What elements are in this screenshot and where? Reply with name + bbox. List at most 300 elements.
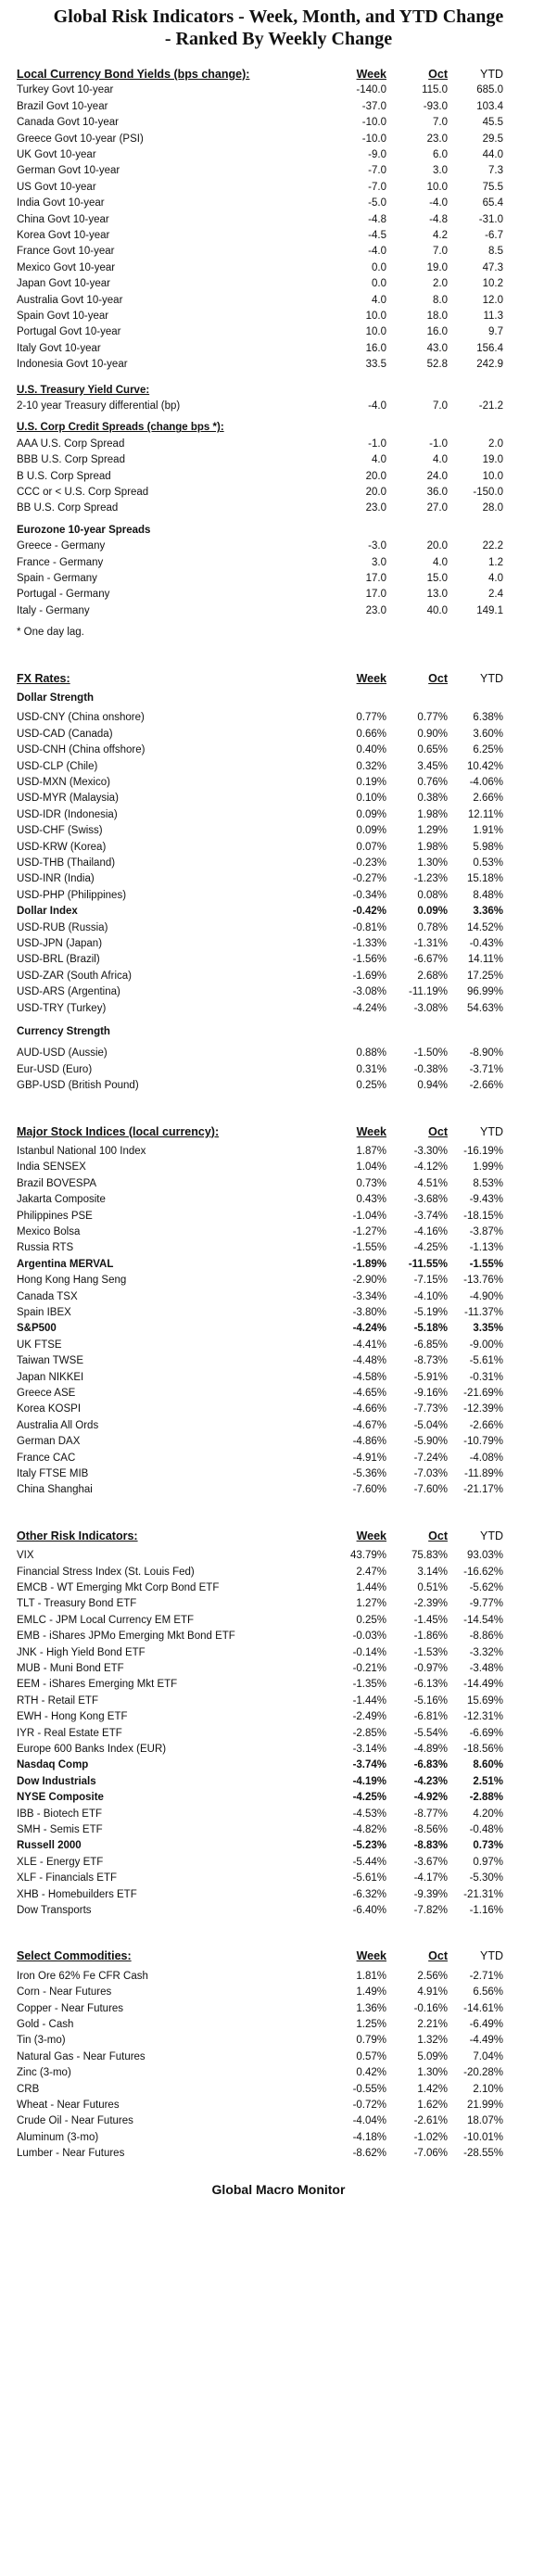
indicator-row xyxy=(17,1240,536,1256)
ytd-change: -11.89% xyxy=(464,1468,503,1479)
ytd-change: 10.42% xyxy=(466,760,503,772)
week-change: 10.0 xyxy=(365,311,386,322)
oct-change: 16.0 xyxy=(426,326,448,338)
oct-change: -4.92% xyxy=(413,1792,448,1804)
indicator-row xyxy=(17,759,536,775)
indicator-row xyxy=(17,163,536,179)
indicator-row xyxy=(17,2017,536,2033)
ytd-change: 5.98% xyxy=(473,841,503,853)
indicator-label: Japan NIKKEI xyxy=(17,1371,84,1383)
oct-change: 24.0 xyxy=(426,470,448,482)
footer-brand: Global Macro Monitor xyxy=(211,2181,346,2197)
week-change: 0.09% xyxy=(356,825,386,837)
indicator-row xyxy=(17,920,536,936)
ytd-change: 12.11% xyxy=(467,808,503,820)
ytd-change: -9.77% xyxy=(469,1598,503,1610)
ytd-change: 14.52% xyxy=(466,921,503,933)
indicator-label: USD-ZAR (South Africa) xyxy=(17,970,132,982)
ytd-change: 15.69% xyxy=(466,1694,503,1707)
oct-change: -4.0 xyxy=(429,197,448,209)
ytd-change: -3.32% xyxy=(469,1646,503,1658)
oct-change: 3.14% xyxy=(417,1566,448,1578)
indicator-label: Iron Ore 62% Fe CFR Cash xyxy=(17,1970,148,1982)
ytd-change: 54.63% xyxy=(466,1002,503,1014)
week-change: -6.32% xyxy=(352,1888,386,1900)
indicator-label: Istanbul National 100 Index xyxy=(17,1146,146,1157)
indicator-label: USD-IDR (Indonesia) xyxy=(17,808,118,820)
column-header-week: Week xyxy=(356,671,386,685)
ytd-change: -1.13% xyxy=(469,1242,503,1254)
indicator-row xyxy=(17,1192,536,1208)
indicator-label: RTH - Retail ETF xyxy=(17,1694,98,1707)
indicator-label: Tin (3-mo) xyxy=(17,2035,66,2047)
week-change: -4.65% xyxy=(352,1388,386,1399)
indicator-row xyxy=(17,1225,536,1240)
indicator-row xyxy=(17,1305,536,1321)
indicator-row xyxy=(17,1176,536,1192)
indicator-label: Greece - Germany xyxy=(17,540,106,552)
week-change: 1.81% xyxy=(356,1970,386,1982)
ytd-change: -6.7 xyxy=(485,230,503,241)
indicator-label: USD-TRY (Turkey) xyxy=(17,1002,107,1014)
oct-change: 36.0 xyxy=(426,487,448,498)
indicator-label: Canada TSX xyxy=(17,1290,78,1302)
oct-change: 10.0 xyxy=(426,181,448,193)
indicator-row xyxy=(17,807,536,823)
week-change: 0.42% xyxy=(356,2067,386,2079)
ytd-change: 14.11% xyxy=(467,954,503,966)
indicator-row xyxy=(17,1418,536,1434)
indicator-row xyxy=(17,1321,536,1337)
column-header-oct: Oct xyxy=(428,1529,448,1542)
indicator-row xyxy=(17,1629,536,1644)
indicator-row xyxy=(17,180,536,196)
ytd-change: -4.06% xyxy=(469,777,503,788)
indicator-label: USD-CHF (Swiss) xyxy=(17,825,103,837)
indicator-row xyxy=(17,1144,536,1160)
ytd-change: -21.17% xyxy=(463,1484,503,1496)
oct-change: -1.50% xyxy=(413,1047,448,1060)
week-change: -4.86% xyxy=(352,1436,386,1448)
indicator-row xyxy=(17,871,536,887)
oct-change: 0.76% xyxy=(417,777,448,788)
week-change: 1.25% xyxy=(356,2019,386,2030)
week-change: 0.0 xyxy=(372,278,386,290)
indicator-row xyxy=(17,2082,536,2098)
indicator-label: Lumber - Near Futures xyxy=(17,2148,125,2160)
indicator-label: India SENSEX xyxy=(17,1161,86,1174)
week-change: -4.04% xyxy=(352,2115,386,2127)
week-change: -0.27% xyxy=(352,873,386,885)
ytd-change: 11.3 xyxy=(483,311,503,322)
ytd-change: 18.07% xyxy=(466,2115,503,2127)
indicator-label: EMB - iShares JPMo Emerging Mkt Bond ETF xyxy=(17,1631,235,1643)
oct-change: 18.0 xyxy=(426,311,448,322)
ytd-change: 685.0 xyxy=(476,84,503,96)
oct-change: -5.19% xyxy=(413,1307,448,1318)
week-change: -8.62% xyxy=(352,2148,386,2160)
week-change: 0.88% xyxy=(356,1047,386,1060)
week-change: -4.25% xyxy=(352,1792,386,1804)
subsection-title xyxy=(17,1024,536,1040)
ytd-change: -21.31% xyxy=(463,1888,503,1900)
week-change: 4.0 xyxy=(372,454,386,466)
indicator-row xyxy=(17,2049,536,2065)
indicator-row xyxy=(17,936,536,952)
week-change: 10.0 xyxy=(365,326,386,338)
oct-change: 0.77% xyxy=(417,712,448,724)
indicator-label: USD-MYR (Malaysia) xyxy=(17,793,119,805)
ytd-change: 149.1 xyxy=(476,604,503,616)
indicator-label: CCC or < U.S. Corp Spread xyxy=(17,487,149,498)
week-change: -7.60% xyxy=(352,1484,386,1496)
oct-change: -11.19% xyxy=(409,986,448,998)
indicator-label: Indonesia Govt 10-year xyxy=(17,359,128,371)
oct-change: 2.68% xyxy=(417,970,448,982)
indicator-label: USD-INR (India) xyxy=(17,873,95,885)
oct-change: 2.21% xyxy=(417,2019,448,2030)
indicator-label: France CAC xyxy=(17,1452,76,1464)
indicator-row xyxy=(17,2001,536,2017)
ytd-change: 2.51% xyxy=(473,1775,503,1787)
indicator-label: USD-PHP (Philippines) xyxy=(17,889,127,901)
ytd-change: -5.30% xyxy=(469,1872,503,1884)
oct-change: -9.39% xyxy=(413,1888,448,1900)
ytd-change: 9.7 xyxy=(488,326,503,338)
ytd-change: 44.0 xyxy=(482,149,503,160)
indicator-row xyxy=(17,2033,536,2049)
indicator-row xyxy=(17,1289,536,1305)
indicator-row xyxy=(17,904,536,920)
subsection-label: U.S. Corp Credit Spreads (change bps *): xyxy=(17,422,224,434)
indicator-row xyxy=(17,1466,536,1482)
ytd-change: 242.9 xyxy=(476,359,503,371)
oct-change: -6.85% xyxy=(413,1339,448,1351)
indicator-label: USD-BRL (Brazil) xyxy=(17,954,100,966)
oct-change: 23.0 xyxy=(426,133,448,145)
oct-change: 75.83% xyxy=(411,1550,448,1562)
week-change: -4.0 xyxy=(368,400,386,412)
column-header-week: Week xyxy=(356,1124,386,1138)
indicator-row xyxy=(17,952,536,968)
indicator-row xyxy=(17,1677,536,1693)
week-change: -0.42% xyxy=(352,906,386,918)
week-change: -1.69% xyxy=(352,970,386,982)
column-header-oct: Oct xyxy=(428,671,448,685)
indicator-label: Greece ASE xyxy=(17,1388,76,1399)
indicator-label: EMLC - JPM Local Currency EM ETF xyxy=(17,1614,195,1626)
column-header-oct: Oct xyxy=(428,1949,448,1963)
ytd-change: -9.43% xyxy=(469,1194,503,1206)
oct-change: 4.0 xyxy=(433,556,448,568)
oct-change: -4.89% xyxy=(413,1744,448,1755)
indicator-label: Russia RTS xyxy=(17,1242,74,1254)
oct-change: -4.8 xyxy=(429,213,448,225)
indicator-label: IYR - Real Estate ETF xyxy=(17,1727,122,1739)
indicator-row xyxy=(17,1887,536,1903)
week-change: 0.07% xyxy=(356,841,386,853)
indicator-row xyxy=(17,324,536,340)
indicator-row xyxy=(17,1871,536,1886)
indicator-label: Brazil Govt 10-year xyxy=(17,100,108,112)
oct-change: -0.38% xyxy=(413,1063,448,1075)
ytd-change: -3.48% xyxy=(469,1663,503,1674)
indicator-label: S&P500 xyxy=(17,1323,57,1335)
week-change: -4.82% xyxy=(352,1824,386,1835)
week-change: -0.14% xyxy=(352,1646,386,1658)
indicator-label: Wheat - Near Futures xyxy=(17,2100,120,2111)
week-change: -1.0 xyxy=(368,438,386,450)
ytd-change: 0.97% xyxy=(473,1856,503,1868)
indicator-row xyxy=(17,1001,536,1017)
section-header xyxy=(17,671,536,687)
ytd-change: 6.38% xyxy=(473,712,503,724)
indicator-label: Portugal - Germany xyxy=(17,589,110,601)
indicator-row xyxy=(17,1353,536,1369)
indicator-row xyxy=(17,969,536,984)
ytd-change: 103.4 xyxy=(476,100,503,112)
oct-change: 27.0 xyxy=(426,502,448,514)
week-change: -10.0 xyxy=(361,133,386,145)
week-change: -4.53% xyxy=(352,1808,386,1820)
indicator-label: Dollar Index xyxy=(17,906,78,918)
section-title: Local Currency Bond Yields (bps change): xyxy=(17,68,250,81)
indicator-row xyxy=(17,1451,536,1466)
indicator-label: XHB - Homebuilders ETF xyxy=(17,1888,137,1900)
indicator-label: Spain Govt 10-year xyxy=(17,311,109,322)
indicator-label: Japan Govt 10-year xyxy=(17,278,111,290)
indicator-row xyxy=(17,1709,536,1725)
oct-change: -0.97% xyxy=(413,1663,448,1674)
week-change: -4.0 xyxy=(368,246,386,258)
oct-change: 0.78% xyxy=(417,921,448,933)
indicator-row xyxy=(17,1386,536,1402)
week-change: -9.0 xyxy=(368,149,386,160)
indicator-label: Financial Stress Index (St. Louis Fed) xyxy=(17,1566,195,1578)
ytd-change: -20.28% xyxy=(463,2067,503,2079)
indicator-row xyxy=(17,555,536,571)
indicator-label: Brazil BOVESPA xyxy=(17,1177,97,1189)
indicator-label: India Govt 10-year xyxy=(17,197,105,209)
oct-change: -3.30% xyxy=(413,1146,448,1157)
week-change: -5.23% xyxy=(352,1840,386,1852)
column-header-ytd: YTD xyxy=(480,1124,503,1138)
oct-change: 1.62% xyxy=(417,2100,448,2111)
week-change: 0.57% xyxy=(356,2050,386,2062)
ytd-change: 45.5 xyxy=(482,117,503,129)
indicator-label: Spain - Germany xyxy=(17,573,97,584)
indicator-label: Canada Govt 10-year xyxy=(17,117,119,129)
indicator-row xyxy=(17,1613,536,1629)
ytd-change: -4.08% xyxy=(469,1452,503,1464)
oct-change: -6.81% xyxy=(413,1711,448,1723)
oct-change: 13.0 xyxy=(426,589,448,601)
oct-change: -3.68% xyxy=(413,1194,448,1206)
ytd-change: 0.53% xyxy=(473,857,503,869)
ytd-change: -0.43% xyxy=(469,938,503,949)
indicator-row xyxy=(17,603,536,619)
ytd-change: 3.35% xyxy=(473,1323,503,1335)
week-change: -37.0 xyxy=(361,100,386,112)
indicator-label: Australia All Ords xyxy=(17,1419,99,1431)
week-change: 0.25% xyxy=(356,1080,386,1092)
week-change: 0.66% xyxy=(356,728,386,740)
oct-change: -8.83% xyxy=(413,1840,448,1852)
ytd-change: -10.01% xyxy=(463,2131,503,2143)
ytd-change: -18.15% xyxy=(463,1210,503,1222)
week-change: -4.19% xyxy=(352,1775,386,1787)
oct-change: 40.0 xyxy=(426,604,448,616)
week-change: 4.0 xyxy=(372,294,386,306)
indicator-row xyxy=(17,244,536,260)
indicator-label: CRB xyxy=(17,2083,40,2095)
oct-change: 0.09% xyxy=(417,906,448,918)
oct-change: -7.24% xyxy=(413,1452,448,1464)
indicator-label: Korea KOSPI xyxy=(17,1403,82,1415)
indicator-row xyxy=(17,1160,536,1175)
indicator-row xyxy=(17,437,536,452)
indicator-row xyxy=(17,1046,536,1061)
subsection-label: Dollar Strength xyxy=(17,692,95,704)
indicator-label: USD-KRW (Korea) xyxy=(17,841,107,853)
oct-change: -6.83% xyxy=(413,1759,448,1771)
week-change: -2.90% xyxy=(352,1275,386,1287)
indicator-row xyxy=(17,823,536,839)
subsection-label: Currency Strength xyxy=(17,1026,110,1037)
oct-change: 0.94% xyxy=(417,1080,448,1092)
indicator-label: US Govt 10-year xyxy=(17,181,96,193)
indicator-label: USD-ARS (Argentina) xyxy=(17,986,120,998)
oct-change: 2.0 xyxy=(433,278,448,290)
week-change: -3.08% xyxy=(352,986,386,998)
indicator-label: Hong Kong Hang Seng xyxy=(17,1275,127,1287)
week-change: -7.0 xyxy=(368,181,386,193)
indicator-row xyxy=(17,1596,536,1612)
indicator-label: Corn - Near Futures xyxy=(17,1986,112,1999)
indicator-label: Eur-USD (Euro) xyxy=(17,1063,93,1075)
indicator-row xyxy=(17,587,536,603)
ytd-change: -9.00% xyxy=(469,1339,503,1351)
oct-change: 1.98% xyxy=(417,841,448,853)
indicator-row xyxy=(17,196,536,211)
section-header xyxy=(17,67,536,82)
indicator-row xyxy=(17,571,536,587)
indicator-label: BBB U.S. Corp Spread xyxy=(17,454,125,466)
week-change: 1.49% xyxy=(356,1986,386,1999)
oct-change: -93.0 xyxy=(423,100,448,112)
oct-change: -11.55% xyxy=(408,1258,448,1270)
week-change: 0.10% xyxy=(356,793,386,805)
oct-change: 115.0 xyxy=(422,84,448,96)
indicator-label: UK Govt 10-year xyxy=(17,149,96,160)
week-change: -3.34% xyxy=(352,1290,386,1302)
indicator-label: Portugal Govt 10-year xyxy=(17,326,121,338)
indicator-label: Taiwan TWSE xyxy=(17,1355,84,1367)
ytd-change: -6.49% xyxy=(469,2019,503,2030)
indicator-row xyxy=(17,710,536,726)
oct-change: -5.91% xyxy=(413,1371,448,1383)
ytd-change: -2.88% xyxy=(469,1792,503,1804)
indicator-label: Aluminum (3-mo) xyxy=(17,2131,99,2143)
indicator-label: USD-MXN (Mexico) xyxy=(17,777,110,788)
week-change: -0.55% xyxy=(352,2083,386,2095)
week-change: 23.0 xyxy=(365,604,386,616)
week-change: -4.18% xyxy=(352,2131,386,2143)
week-change: -1.04% xyxy=(352,1210,386,1222)
week-change: -1.27% xyxy=(352,1226,386,1237)
indicator-row xyxy=(17,82,536,98)
oct-change: -7.60% xyxy=(413,1484,448,1496)
indicator-row xyxy=(17,99,536,115)
oct-change: 52.8 xyxy=(426,359,448,371)
week-change: 1.36% xyxy=(356,2002,386,2014)
indicator-label: NYSE Composite xyxy=(17,1792,104,1804)
week-change: 1.04% xyxy=(356,1161,386,1174)
oct-change: 2.56% xyxy=(417,1970,448,1982)
week-change: 20.0 xyxy=(365,470,386,482)
indicator-label: EMCB - WT Emerging Mkt Corp Bond ETF xyxy=(17,1582,220,1593)
indicator-label: Dow Transports xyxy=(17,1905,92,1916)
oct-change: 3.0 xyxy=(433,165,448,177)
indicator-row xyxy=(17,341,536,357)
ytd-change: -14.49% xyxy=(463,1679,503,1691)
oct-change: -3.67% xyxy=(413,1856,448,1868)
ytd-change: 7.04% xyxy=(473,2050,503,2062)
oct-change: -5.54% xyxy=(413,1727,448,1739)
oct-change: 5.09% xyxy=(417,2050,448,2062)
indicator-row xyxy=(17,1694,536,1709)
column-header-ytd: YTD xyxy=(480,671,503,685)
week-change: 0.77% xyxy=(356,712,386,724)
oct-change: 4.51% xyxy=(417,1177,448,1189)
indicator-label: Turkey Govt 10-year xyxy=(17,84,114,96)
ytd-change: -12.31% xyxy=(463,1711,503,1723)
oct-change: -0.16% xyxy=(413,2002,448,2014)
indicator-label: USD-JPN (Japan) xyxy=(17,938,103,949)
indicator-row xyxy=(17,856,536,871)
indicator-row xyxy=(17,1742,536,1758)
ytd-change: 65.4 xyxy=(482,197,503,209)
ytd-change: -5.62% xyxy=(469,1582,503,1593)
week-change: -3.14% xyxy=(352,1744,386,1755)
indicator-label: Greece Govt 10-year (PSI) xyxy=(17,133,144,145)
column-header-week: Week xyxy=(356,1529,386,1542)
ytd-change: 21.99% xyxy=(466,2100,503,2111)
oct-change: -1.31% xyxy=(413,938,448,949)
oct-change: -5.04% xyxy=(413,1419,448,1431)
oct-change: -6.67% xyxy=(413,954,448,966)
section-title: Other Risk Indicators: xyxy=(17,1529,138,1542)
week-change: 1.27% xyxy=(356,1598,386,1610)
indicator-row xyxy=(17,1645,536,1661)
indicator-row xyxy=(17,1903,536,1919)
ytd-change: 10.0 xyxy=(482,470,503,482)
week-change: -3.74% xyxy=(352,1759,386,1771)
indicator-label: Mexico Govt 10-year xyxy=(17,261,116,273)
oct-change: 7.0 xyxy=(433,117,448,129)
indicator-row xyxy=(17,260,536,276)
week-change: -4.41% xyxy=(352,1339,386,1351)
indicator-row xyxy=(17,1338,536,1353)
ytd-change: 1.99% xyxy=(473,1161,503,1174)
oct-change: 19.0 xyxy=(426,261,448,273)
oct-change: -2.39% xyxy=(413,1598,448,1610)
indicator-row xyxy=(17,1807,536,1822)
oct-change: -7.15% xyxy=(413,1275,448,1287)
ytd-change: 6.56% xyxy=(473,1986,503,1999)
ytd-change: -11.37% xyxy=(464,1307,503,1318)
ytd-change: 0.73% xyxy=(473,1840,503,1852)
